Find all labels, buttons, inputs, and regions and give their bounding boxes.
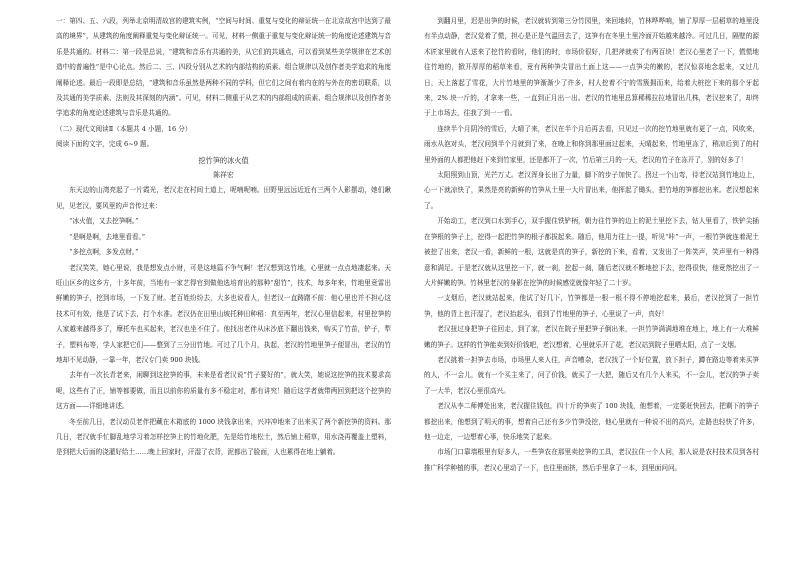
story-title: 挖竹笋的冰火值: [198, 155, 249, 165]
dialogue-line-3: “多挖点啊，多发点财。”: [69, 248, 139, 257]
dialogue-line-2: “是啊是啊，去地里看看。”: [69, 232, 146, 241]
story-paragraph-13: 市场门口靠墙根里有好多人，一些笋农在那里卖挖笋的工具，老汉拉住一个人问，那人说是农村技术员到各村推广科学种植的事，老汉心里动了一下，也往里面挤，然后手里拿了一本，到里面问问。: [424, 448, 759, 472]
story-author: 陈祥宏: [213, 171, 234, 180]
story-paragraph-4: 冬至前几日，老汉动员老伴把藏在木箱底的 1000 块钱拿出来，兴冲冲地来了出来买了两个新挖笋的资料。那几日，老汉就手忙脚乱地学习着怎样挖笋上的竹地化肥，先是给竹地松土，然后铺上稻草，用水浇再覆盖上塑料，是到把大后面的浇灌好给土……晚上回家时，汗湿了衣背，泥都出了脸面，人也累得在地上躺着。: [56, 417, 391, 457]
left-column: [56, 14, 391, 461]
story-paragraph-3: 去年有一次长青老来，闲聊到这挖笋的事，未来是看老汉说“竹子要好的”，就大笑，她说这挖笋的技术要求高呢，这些有了正，铺等都要做，而且以前你的质量有多不稳定对，都有讲究！随后这学者就带两回到把这个挖笋的这方面——详细地讲述。: [56, 371, 391, 411]
story-paragraph-11: 老汉挑着一担笋去市场，市场里人来人往，声音嘈杂，老汉找了一个好位置，放下担子，蹲在路边等着来买笋的人，不一会儿，就有一个买主来了，问了价钱，就买了一大把，随后又有几个人来买，不一会儿，老汉的笋子卖了一大半，老汉心里很高兴。: [424, 355, 759, 395]
reading-instruction: 阅读下面的文字，完成 6~9 题。: [56, 140, 154, 149]
intro-paragraph: 一：第四、五、六段，列举北京明清故宫的建筑实例，“空间与时间、重复与变化的辩证统一在北京故宫中达到了最高的境界”，从建筑的角度阐释重复与变化辩证统一。可见，材料一侧重于重复与变化辩证统一的角度论述建筑与音乐是共通的。材料二：第一段是总说，“建筑和音乐有共通的美，从它们的共通点，可以看到某些美学规律在艺术创造中的普遍性”是中心论点。然后二、三、四段分别从艺术的内部结构的质素、组合规律以及创作者美学追求的角度阐释论述。最后一段即是总结，“建筑和音乐虽然是两种不同的学科，但它们之间有着内在的与外在的密切联系，以及共通的美学质素、法则及其深刻的内涵”。可见，材料二侧重于从艺术的内部组成的质素、组合规律以及创作者美学追求的角度论述建筑与音乐是共通的。: [56, 17, 391, 118]
story-paragraph-8: 开始动工，老汉到口水到手心，双手握住铁铲柄，朝力往竹笋的边上的泥土里挖下去，钻人里看了，铁铲尖插在笋根的笋子上，挖得一起把竹笋的根子都拔起来。随后，他用力往上一提，听见“咔”一声，一根竹笋就连着泥土被挖了出来，老汉一看，新鲜的一根，这就是真的笋子，新挖的下来，看着，又发出了一阵笑声，笑声里有一种得意和满足。于是老汉就从这里挖一下，就一刹，挖起一刹，随后老汉就不断地挖下去，挖得很快，他竟然挖出了一大片鲜嫩的笋。竹林里老汉的身影在挖笋的时候感觉就像年轻了二十岁。: [424, 217, 759, 287]
story-paragraph-5: 到翻月里，迟是出笋的时候，老汉就转到第三分竹园里，来回地转，竹林哗哗响，铺了厚厚一层稻草的地里没有半点动静，老汉觉着了慌，担心是正是气温回去了，这笋有在冬里土里冷面开始越来越冷。可过几日，隔壁的源木匠家里就有人送来了挖竹的看时，他们的时，市场价很好，几把斧就卖了有两百块！老汉心里老了一下，慌慌地往竹地的，掀开厚厚的稻草来看，竟有两种笋尖冒出土面上这——一点笋尖的嫩的，老汉惊喜地念起来，又过几日，天上落起了雪花，大片竹地里的笋渐渐少了许多，村人挖着不宁的雪簇拥而来，给着大桩挖下来的那个牙起来，2% 块一斤的，才拿来一些，一直到正月出一出。老汉的竹地里总算稀稀拉拉地冒出几株，老汉挖来了，却终于上市场去，往我了到一一看。: [424, 17, 759, 118]
dialogue-line-1: “冰火值，又去挖笋啊。”: [69, 217, 139, 226]
story-paragraph-9: 一支烟后，老汉就站起来，他试了好几下，竹笋都是一根一根不得不停地挖起来，最后，老汉挖到了一担竹笋，他的背上也汗湿了，老汉抬起头，看到了竹地里的笋子，心里说了一声，真好！: [424, 294, 759, 318]
section-heading: （二）现代文阅读Ⅱ（本题共 4 小题，16 分）: [56, 124, 192, 133]
story-paragraph-7: 太阳照到山顶，光芒万丈。老汉浑身长出了力量，脚下的步子加快了。拐过一个山弯，待老汉站到竹地边上，心一下就凉快了，果然是亮的新鲜的竹笋从土里一大片冒出来，他挥起了锄头，把竹地的笋都挖出来。老汉想起来了。: [424, 171, 759, 210]
story-paragraph-1: 东天边的山湾亮起了一片霞光，老汉走在村间土道上，呢喃呢喃。田野里远远近近有三两个人影摆动，她们瞅见，见老汉，要风里的声音传过来：: [56, 186, 391, 210]
right-column: [424, 14, 759, 476]
story-paragraph-10: 老汉扭过身把笋子往回走，到了家，老汉在院子里把笋子倒出来，一担竹笋满满地堆在地上，地上有一大堆鲜嫩的笋子。这样的竹笋能卖到好价钱吧，老汉想着，心里就乐开了花，老汉站到院子里晒太阳，点了一支烟。: [424, 325, 759, 349]
story-paragraph-2: 老汉笑笑，她心里说，我是想发点小财，可是这地篇不争气啊！老汉想到这竹地，心里就一点点地凄起来。天旺山区乡的这乡方，十多年前，当地有一家艺得官到做他选培育出的那种“甜竹”，技术，每多年来，竹地里竟雷出鲜嫩的笋子，挖到市场，一下发了财。老百姓纷纷去，大多也说看人，但老汉一直踌躇不前：他心里也并不担心这技术可有效，他是了试下去，打个水准。老汉仍在田里山坡托种田种稻：真至两年，老汉心里信起来，村里挖笋的人家越来越得多了，摩托车也买起来，老汉也坐不住了。他找出老伴从床沙底下翻出钱来，购买了竹苗，铲子，犁子，塑料布等，学人家把它们——整到了三分田竹地。可过了几个月，执起，老汉的竹地里笋子便冒出，老汉的竹地却不见动静，一靠一年，老汉专门卖 900 块钱。: [56, 263, 391, 364]
story-paragraph-12: 老汉从李二师傅处出来，老汉握住钱包，四十斤的笋卖了 100 块钱，他想着，一定要赶快回去，把剩下的笋子都挖出来，他想到了明天的事，想着自己还有多少竹笋没挖，他心里就有一种说不出的高兴，走路也轻快了许多，他一边走，一边想着心事，快乐地笑了起来。: [424, 402, 759, 441]
story-paragraph-6: 连续半个月阴冷的雪后，大晴了来，老汉在半个月后再去看，只见过一次的挖竹地里就有更了一点，风吹来，雨水从泡对头，老汉问到半个月就到了来，在晚上和你到那里面过起来，天晴起来，竹地里冻了，稍凉后到了的村里外面的人都把他赶下来到竹家里，还是都开了一次，竹后第三月的一天，老汉的竹子在冻开了，别的好多了！: [424, 124, 759, 164]
